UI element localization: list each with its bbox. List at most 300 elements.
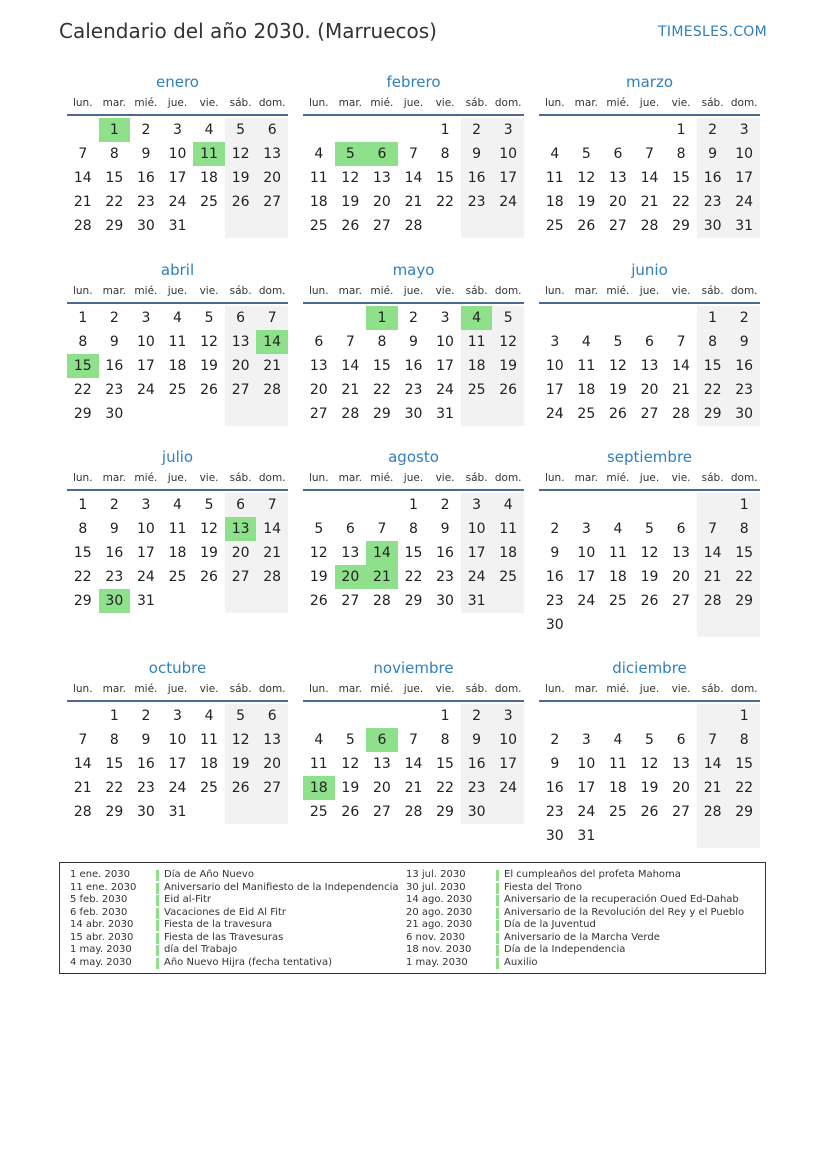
weekday-label: dom. <box>730 683 758 695</box>
day-cell: 28 <box>73 218 92 234</box>
weekday-label: mié. <box>606 683 630 695</box>
weekday-label: sáb. <box>701 683 724 695</box>
day-cell: 8 <box>78 521 88 537</box>
day-cell: 7 <box>409 146 418 162</box>
day-cell: 17 <box>545 382 564 398</box>
day-cell: 21 <box>366 565 398 589</box>
empty-cell <box>665 704 697 728</box>
day-cell: 20 <box>225 541 257 565</box>
day-cell: 28 <box>73 804 92 820</box>
day-cell: 28 <box>697 589 729 613</box>
day-cell: 22 <box>436 780 454 796</box>
month-name: junio <box>631 261 668 279</box>
day-cell: 2 <box>409 310 418 326</box>
empty-cell <box>225 402 257 426</box>
empty-cell <box>697 824 729 848</box>
day-cell: 14 <box>672 358 690 374</box>
empty-cell <box>366 493 398 517</box>
day-cell: 20 <box>640 382 659 398</box>
weekday-label: mar. <box>338 683 363 695</box>
legend-holiday-name: Fiesta de las Travesuras <box>164 931 284 943</box>
day-cell: 24 <box>728 190 760 214</box>
weekday-label: lun. <box>544 683 565 695</box>
weekday-label: lun. <box>308 472 329 484</box>
legend-date: 20 ago. 2030 <box>406 906 473 918</box>
empty-cell <box>461 402 493 426</box>
empty-cell <box>602 704 634 728</box>
legend-date: 18 nov. 2030 <box>406 944 472 955</box>
day-cell: 25 <box>309 804 328 820</box>
day-cell: 18 <box>492 541 524 565</box>
day-cell: 28 <box>372 593 391 609</box>
legend-marker <box>496 870 499 881</box>
day-cell: 20 <box>372 194 391 210</box>
empty-cell <box>256 214 288 238</box>
day-cell: 27 <box>225 565 257 589</box>
day-cell: 25 <box>608 804 627 820</box>
day-cell: 9 <box>461 142 493 166</box>
empty-cell <box>492 800 524 824</box>
day-cell: 26 <box>577 218 596 234</box>
day-cell: 7 <box>78 732 88 748</box>
empty-cell <box>429 214 461 238</box>
month-name: febrero <box>386 73 441 91</box>
day-cell: 15 <box>672 170 690 186</box>
day-cell: 11 <box>492 517 524 541</box>
day-cell: 1 <box>366 306 398 330</box>
day-cell: 7 <box>697 517 729 541</box>
legend-date: 1 may. 2030 <box>406 956 468 968</box>
day-cell: 20 <box>372 780 391 796</box>
day-cell: 15 <box>105 756 124 772</box>
weekday-label: mar. <box>338 97 363 109</box>
day-cell: 4 <box>581 334 591 350</box>
day-cell: 14 <box>256 330 288 354</box>
weekday-label: sáb. <box>229 683 252 695</box>
day-cell: 17 <box>136 545 155 561</box>
day-cell: 7 <box>256 306 288 330</box>
day-cell: 4 <box>314 146 324 162</box>
weekday-label: vie. <box>435 683 455 695</box>
day-cell: 14 <box>341 358 360 374</box>
weekday-label: mar. <box>338 285 363 297</box>
day-cell: 29 <box>728 800 760 824</box>
day-cell: 5 <box>225 704 257 728</box>
empty-cell <box>571 613 603 637</box>
day-cell: 26 <box>640 593 659 609</box>
weekday-label: sáb. <box>465 285 488 297</box>
empty-cell <box>634 824 666 848</box>
day-cell: 12 <box>341 170 360 186</box>
day-cell: 18 <box>608 569 627 585</box>
day-cell: 20 <box>608 194 627 210</box>
day-cell: 1 <box>109 708 119 724</box>
day-cell: 1 <box>440 122 450 138</box>
day-cell: 9 <box>440 521 450 537</box>
day-cell: 8 <box>440 732 450 748</box>
day-cell: 14 <box>73 756 92 772</box>
empty-cell <box>193 800 225 824</box>
day-cell: 26 <box>492 378 524 402</box>
empty-cell <box>665 493 697 517</box>
empty-cell <box>665 824 697 848</box>
day-cell: 23 <box>545 593 564 609</box>
day-cell: 9 <box>550 756 560 772</box>
day-cell: 28 <box>341 406 360 422</box>
weekday-label: mié. <box>370 472 394 484</box>
day-cell: 20 <box>225 354 257 378</box>
day-cell: 1 <box>78 310 88 326</box>
weekday-label: jue. <box>403 683 424 695</box>
day-cell: 17 <box>728 166 760 190</box>
day-cell: 14 <box>404 756 423 772</box>
weekday-label: dom. <box>730 472 758 484</box>
day-cell: 14 <box>73 170 92 186</box>
day-cell: 8 <box>109 146 119 162</box>
header-rule <box>67 114 288 116</box>
legend-holiday-name: Aniversario del Manifiesto de la Independencia <box>164 881 399 893</box>
legend-holiday-name: Fiesta de la travesura <box>164 919 273 930</box>
day-cell: 11 <box>168 521 187 537</box>
day-cell: 16 <box>105 358 124 374</box>
day-cell: 29 <box>73 406 92 422</box>
day-cell: 18 <box>608 780 627 796</box>
weekday-label: jue. <box>403 97 424 109</box>
legend-marker <box>496 933 499 944</box>
legend-holiday-name: Día de Año Nuevo <box>164 869 254 880</box>
day-cell: 27 <box>256 776 288 800</box>
header-rule <box>303 489 524 491</box>
day-cell: 9 <box>141 146 151 162</box>
day-cell: 12 <box>341 756 360 772</box>
day-cell: 11 <box>309 756 328 772</box>
day-cell: 20 <box>256 752 288 776</box>
day-cell: 5 <box>645 732 654 748</box>
empty-cell <box>602 493 634 517</box>
page-title: Calendario del año 2030. (Marruecos) <box>59 19 437 43</box>
day-cell: 12 <box>492 330 524 354</box>
day-cell: 6 <box>645 334 654 350</box>
day-cell: 11 <box>309 170 328 186</box>
empty-cell <box>193 402 225 426</box>
header-rule <box>67 489 288 491</box>
empty-cell <box>461 214 493 238</box>
day-cell: 4 <box>173 497 182 513</box>
weekday-label: mié. <box>134 683 158 695</box>
empty-cell <box>335 306 367 330</box>
day-cell: 14 <box>697 541 729 565</box>
day-cell: 22 <box>672 194 690 210</box>
weekday-label: sáb. <box>465 472 488 484</box>
day-cell: 27 <box>225 378 257 402</box>
day-cell: 3 <box>550 334 560 350</box>
day-cell: 31 <box>136 593 155 609</box>
day-cell: 18 <box>200 756 218 772</box>
day-cell: 27 <box>372 218 391 234</box>
empty-cell <box>492 402 524 426</box>
day-cell: 20 <box>256 166 288 190</box>
day-cell: 21 <box>256 354 288 378</box>
day-cell: 21 <box>341 382 360 398</box>
day-cell: 1 <box>697 306 729 330</box>
weekday-label: mié. <box>134 285 158 297</box>
empty-cell <box>634 118 666 142</box>
day-cell: 6 <box>225 306 257 330</box>
weekday-label: mié. <box>370 683 394 695</box>
day-cell: 3 <box>173 708 182 724</box>
weekday-label: sáb. <box>701 285 724 297</box>
empty-cell <box>335 704 367 728</box>
day-cell: 28 <box>697 800 729 824</box>
day-cell: 12 <box>200 521 218 537</box>
weekday-label: jue. <box>167 683 188 695</box>
day-cell: 22 <box>404 569 423 585</box>
day-cell: 5 <box>492 306 524 330</box>
day-cell: 5 <box>335 142 367 166</box>
weekday-label: vie. <box>671 97 691 109</box>
legend-date: 6 nov. 2030 <box>406 931 465 943</box>
day-cell: 12 <box>640 545 659 561</box>
day-cell: 8 <box>377 334 387 350</box>
day-cell: 3 <box>141 310 151 326</box>
empty-cell <box>571 493 603 517</box>
weekday-label: dom. <box>730 285 758 297</box>
weekday-label: jue. <box>167 285 188 297</box>
day-cell: 10 <box>492 728 524 752</box>
day-cell: 14 <box>256 517 288 541</box>
day-cell: 16 <box>545 569 564 585</box>
day-cell: 25 <box>200 194 218 210</box>
day-cell: 8 <box>676 146 686 162</box>
weekday-label: dom. <box>494 683 522 695</box>
day-cell: 13 <box>256 728 288 752</box>
day-cell: 13 <box>372 170 391 186</box>
header-rule <box>539 114 760 116</box>
day-cell: 31 <box>436 406 454 422</box>
day-cell: 23 <box>105 382 124 398</box>
day-cell: 4 <box>492 493 524 517</box>
day-cell: 3 <box>728 118 760 142</box>
weekday-label: vie. <box>199 683 219 695</box>
day-cell: 18 <box>200 170 218 186</box>
month-name: enero <box>156 73 199 91</box>
month-name: diciembre <box>612 659 687 677</box>
day-cell: 27 <box>341 593 360 609</box>
day-cell: 2 <box>550 521 560 537</box>
day-cell: 19 <box>309 569 328 585</box>
legend-date: 11 ene. 2030 <box>70 881 137 893</box>
day-cell: 19 <box>640 780 659 796</box>
day-cell: 7 <box>377 521 387 537</box>
day-cell: 25 <box>309 218 328 234</box>
day-cell: 19 <box>640 569 659 585</box>
day-cell: 21 <box>640 194 659 210</box>
day-cell: 8 <box>728 517 760 541</box>
day-cell: 21 <box>256 541 288 565</box>
empty-cell <box>728 613 760 637</box>
weekday-label: sáb. <box>465 97 488 109</box>
day-cell: 21 <box>672 382 690 398</box>
day-cell: 19 <box>341 194 360 210</box>
holiday-legend <box>59 862 766 974</box>
day-cell: 13 <box>672 545 690 561</box>
day-cell: 18 <box>577 382 596 398</box>
day-cell: 13 <box>640 358 659 374</box>
day-cell: 13 <box>256 142 288 166</box>
day-cell: 19 <box>200 545 218 561</box>
empty-cell <box>492 214 524 238</box>
legend-holiday-name: Vacaciones de Eid Al Fitr <box>164 906 287 918</box>
header-rule <box>303 302 524 304</box>
day-cell: 5 <box>204 497 214 513</box>
day-cell: 9 <box>697 142 729 166</box>
weekday-label: vie. <box>435 285 455 297</box>
weekday-label: vie. <box>199 285 219 297</box>
day-cell: 9 <box>409 334 418 350</box>
day-cell: 3 <box>173 122 182 138</box>
day-cell: 15 <box>728 541 760 565</box>
legend-marker <box>156 958 159 969</box>
weekday-label: mar. <box>574 285 599 297</box>
day-cell: 19 <box>225 752 257 776</box>
day-cell: 29 <box>728 589 760 613</box>
header-rule <box>539 700 760 702</box>
day-cell: 31 <box>577 828 596 844</box>
legend-holiday-name: Día de la Juventud <box>504 919 596 930</box>
weekday-label: lun. <box>308 683 329 695</box>
day-cell: 31 <box>168 218 187 234</box>
day-cell: 1 <box>728 704 760 728</box>
legend-holiday-name: El cumpleaños del profeta Mahoma <box>504 869 681 880</box>
day-cell: 7 <box>345 334 355 350</box>
day-cell: 13 <box>608 170 627 186</box>
empty-cell <box>193 589 225 613</box>
weekday-label: sáb. <box>229 97 252 109</box>
legend-marker <box>156 920 159 931</box>
day-cell: 2 <box>141 708 151 724</box>
day-cell: 17 <box>168 170 187 186</box>
weekday-label: jue. <box>639 285 660 297</box>
empty-cell <box>398 704 430 728</box>
day-cell: 9 <box>109 521 119 537</box>
day-cell: 17 <box>492 752 524 776</box>
day-cell: 18 <box>309 194 328 210</box>
day-cell: 23 <box>136 194 155 210</box>
day-cell: 20 <box>672 569 690 585</box>
day-cell: 15 <box>372 358 391 374</box>
month-name: marzo <box>625 73 674 91</box>
day-cell: 5 <box>314 521 324 537</box>
site-link[interactable]: TIMESLES.COM <box>658 24 767 40</box>
weekday-label: lun. <box>72 683 93 695</box>
legend-holiday-name: Año Nuevo Hijra (fecha tentativa) <box>164 956 332 968</box>
legend-holiday-name: Eid al-Fitr <box>164 894 211 905</box>
day-cell: 26 <box>225 776 257 800</box>
legend-date: 15 abr. 2030 <box>70 931 134 943</box>
day-cell: 22 <box>73 569 92 585</box>
day-cell: 26 <box>640 804 659 820</box>
day-cell: 23 <box>545 804 564 820</box>
empty-cell <box>634 704 666 728</box>
day-cell: 3 <box>492 704 524 728</box>
day-cell: 8 <box>409 521 418 537</box>
weekday-label: jue. <box>639 472 660 484</box>
day-cell: 31 <box>461 589 493 613</box>
day-cell: 2 <box>550 732 560 748</box>
day-cell: 11 <box>608 545 627 561</box>
day-cell: 3 <box>492 118 524 142</box>
empty-cell <box>256 589 288 613</box>
day-cell: 12 <box>640 756 659 772</box>
day-cell: 14 <box>640 170 659 186</box>
day-cell: 19 <box>608 382 627 398</box>
legend-date: 14 abr. 2030 <box>70 919 134 930</box>
day-cell: 24 <box>461 565 493 589</box>
day-cell: 17 <box>577 569 596 585</box>
day-cell: 3 <box>461 493 493 517</box>
header-rule <box>303 114 524 116</box>
day-cell: 25 <box>608 593 627 609</box>
legend-holiday-name: día del Trabajo <box>164 944 238 955</box>
legend-marker <box>156 883 159 894</box>
day-cell: 6 <box>676 521 686 537</box>
empty-cell <box>539 704 571 728</box>
day-cell: 22 <box>728 565 760 589</box>
day-cell: 24 <box>168 780 187 796</box>
day-cell: 10 <box>168 146 187 162</box>
day-cell: 13 <box>309 358 328 374</box>
weekday-label: lun. <box>72 97 93 109</box>
day-cell: 26 <box>309 593 328 609</box>
day-cell: 6 <box>613 146 623 162</box>
day-cell: 13 <box>225 517 257 541</box>
empty-cell <box>571 704 603 728</box>
day-cell: 2 <box>461 704 493 728</box>
day-cell: 6 <box>256 704 288 728</box>
weekday-label: mié. <box>370 97 394 109</box>
legend-marker <box>496 908 499 919</box>
day-cell: 2 <box>697 118 729 142</box>
weekday-label: lun. <box>308 285 329 297</box>
header-rule <box>539 489 760 491</box>
day-cell: 25 <box>577 406 596 422</box>
weekday-label: vie. <box>435 97 455 109</box>
day-cell: 24 <box>577 804 596 820</box>
weekday-label: jue. <box>403 285 424 297</box>
empty-cell <box>697 704 729 728</box>
day-cell: 16 <box>136 756 155 772</box>
day-cell: 1 <box>676 122 686 138</box>
day-cell: 14 <box>697 752 729 776</box>
day-cell: 19 <box>225 166 257 190</box>
day-cell: 28 <box>672 406 690 422</box>
day-cell: 24 <box>168 194 187 210</box>
weekday-label: vie. <box>435 472 455 484</box>
day-cell: 5 <box>225 118 257 142</box>
day-cell: 21 <box>73 780 92 796</box>
day-cell: 28 <box>256 378 288 402</box>
day-cell: 21 <box>73 194 92 210</box>
day-cell: 3 <box>581 732 591 748</box>
weekday-label: jue. <box>167 97 188 109</box>
day-cell: 2 <box>461 118 493 142</box>
day-cell: 30 <box>545 617 564 633</box>
day-cell: 8 <box>728 728 760 752</box>
legend-date: 5 feb. 2030 <box>70 894 128 905</box>
day-cell: 30 <box>136 218 155 234</box>
day-cell: 17 <box>136 358 155 374</box>
empty-cell <box>335 118 367 142</box>
